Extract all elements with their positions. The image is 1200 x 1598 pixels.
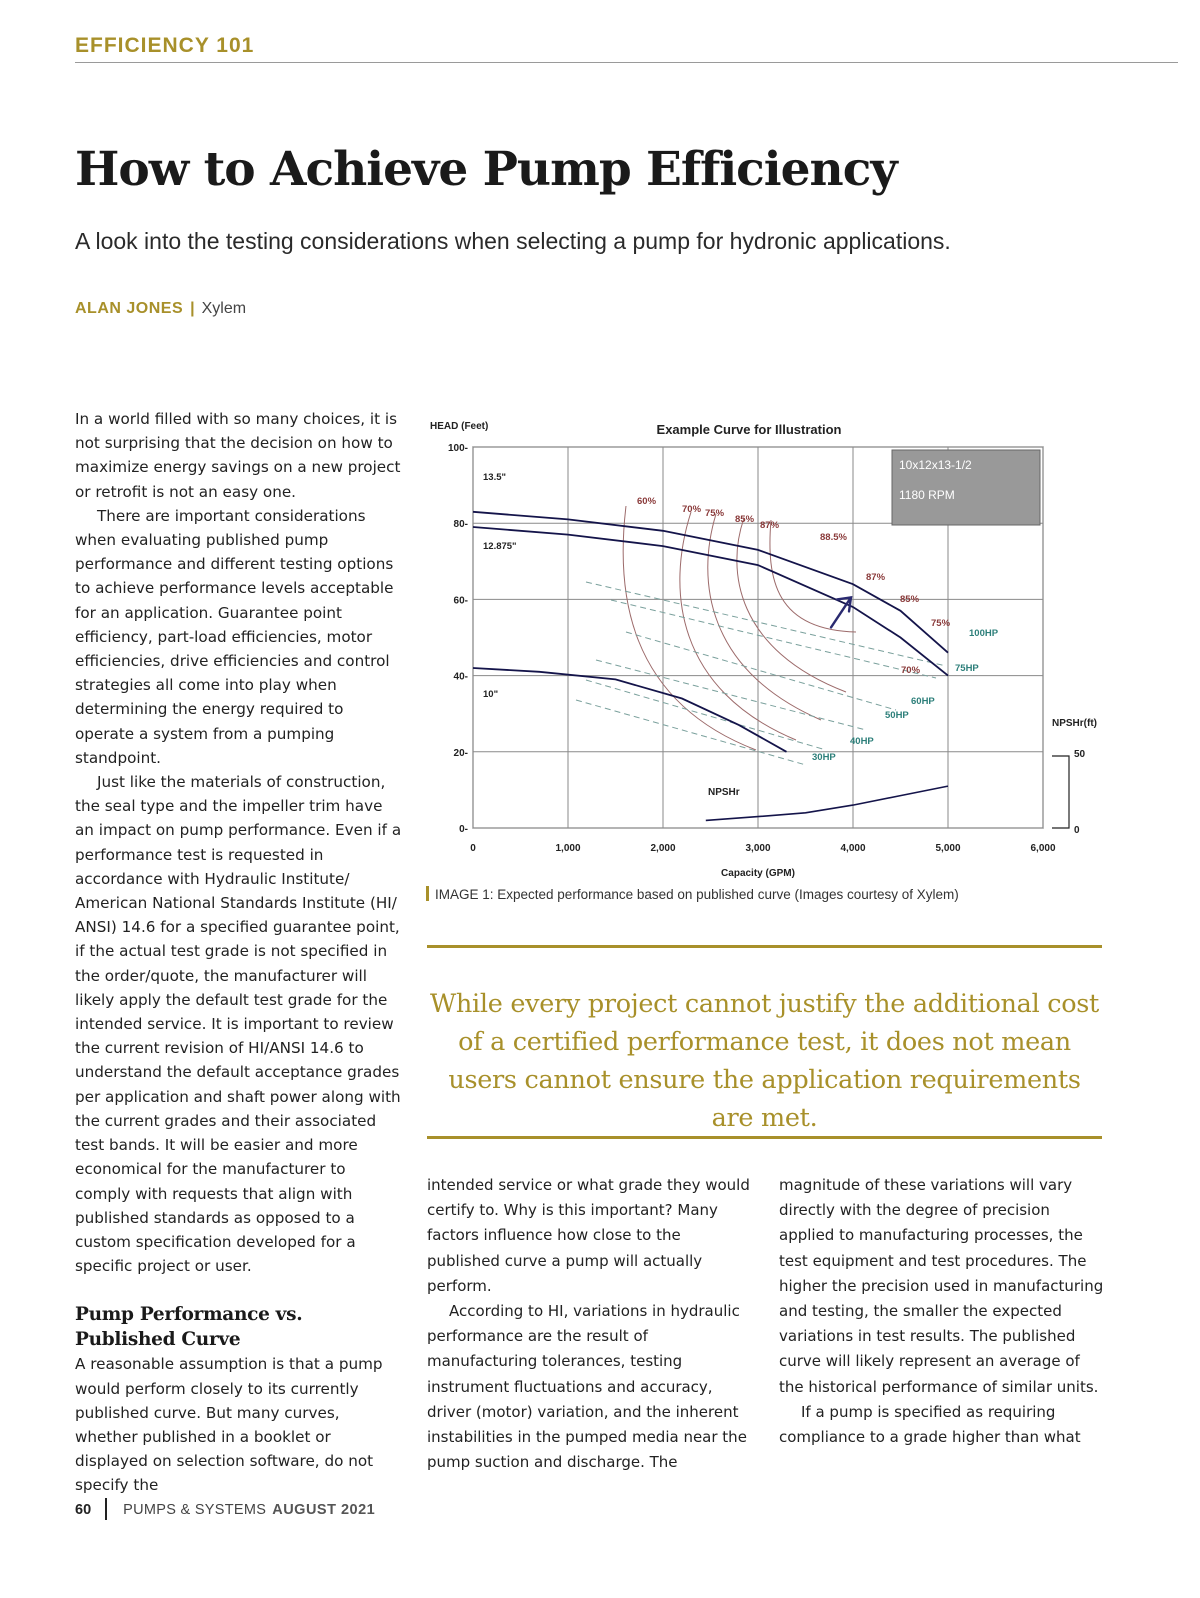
footer-divider	[105, 1498, 107, 1520]
pull-quote-rule-bottom	[427, 1136, 1102, 1139]
impeller-diameter-label: 12.875"	[483, 541, 517, 552]
efficiency-label: 75%	[705, 508, 725, 519]
x-tick-label: 2,000	[650, 843, 676, 854]
horsepower-label: 50HP	[885, 710, 909, 721]
page-number: 60	[75, 1502, 92, 1518]
efficiency-label: 87%	[760, 520, 780, 531]
x-tick-label: 4,000	[840, 843, 866, 854]
efficiency-label: 85%	[735, 514, 755, 525]
paragraph: In a world filled with so many choices, it is not surprising that the decision on how to maximize energy savings on a new project or retrofit is not an easy one.	[75, 410, 401, 501]
info-box-model: 10x12x13-1/2	[899, 458, 972, 472]
article-subtitle: A look into the testing considerations when selecting a pump for hydronic applications.	[75, 228, 951, 254]
y-tick-label: 20-	[453, 747, 468, 759]
paragraph: A reasonable assumption is that a pump would perform closely to its currently published curve. But many curves, whether published in a booklet or displayed on selection software, do not specify the	[75, 1355, 383, 1495]
section-label: EFFICIENCY 101	[75, 34, 255, 57]
x-axis-label: Capacity (GPM)	[721, 868, 795, 879]
caption-bar	[426, 886, 429, 901]
horsepower-label: 60HP	[911, 696, 935, 707]
x-tick-label: 3,000	[745, 843, 771, 854]
pull-quote-rule-top	[427, 945, 1102, 948]
efficiency-label: 85%	[900, 594, 920, 605]
byline-separator: |	[190, 300, 195, 317]
horsepower-label: 40HP	[850, 736, 874, 747]
body-column-right	[779, 1173, 1109, 1450]
horsepower-label: 75HP	[955, 663, 979, 674]
body-column-left	[75, 407, 405, 1498]
pump-curve-svg	[426, 410, 1116, 880]
y-axis-label: HEAD (Feet)	[430, 421, 489, 432]
paragraph: magnitude of these variations will vary directly with the degree of precision applied to manufacturing processes, the test equipment and test procedures. The higher the precision used in manufacturing and testing, the smaller the expected variations in test results. The published curve will likely represent an average of the historical performance of similar units.	[779, 1176, 1104, 1396]
pull-quote: While every project cannot justify the additional cost of a certified performance test, it does not mean users cannot ensure the application requirements are met.	[429, 989, 1099, 1133]
efficiency-label: 70%	[682, 504, 702, 515]
y-tick-label: 60-	[453, 595, 468, 607]
x-tick-label: 0	[470, 843, 476, 854]
publication-name: PUMPS & SYSTEMS	[123, 1502, 267, 1518]
npshr-curve-label: NPSHr	[708, 787, 740, 798]
y2-tick-label: 0	[1074, 825, 1080, 836]
paragraph: If a pump is specified as requiring compliance to a grade higher than what	[779, 1402, 1081, 1447]
body-column-middle	[427, 1173, 757, 1475]
y-tick-label: 100-	[447, 443, 468, 454]
efficiency-label: 88.5%	[820, 532, 847, 543]
y-tick-label: 40-	[453, 671, 468, 683]
efficiency-label: 87%	[866, 572, 886, 583]
y-tick-label: 80-	[453, 519, 468, 531]
caption-text: IMAGE 1: Expected performance based on published curve (Images courtesy of Xylem)	[435, 887, 959, 902]
paragraph: According to HI, variations in hydraulic performance are the result of manufacturing tolerances, testing instrument fluctuations and accuracy, driver (motor) variation, and the inherent instabilities in the pumped media near the pump suction and discharge. The	[427, 1302, 747, 1472]
chart-title: Example Curve for Illustration	[656, 422, 842, 437]
x-tick-label: 5,000	[935, 843, 961, 854]
header-rule	[75, 62, 1178, 63]
impeller-diameter-label: 10"	[483, 689, 499, 700]
y2-tick-label: 50	[1074, 749, 1086, 760]
efficiency-label: 75%	[931, 618, 951, 629]
y-tick-label: 0-	[459, 824, 468, 835]
npshr-scale-bracket	[1052, 756, 1069, 828]
page-footer	[75, 1498, 375, 1520]
info-box-speed: 1180 RPM	[899, 488, 955, 502]
author-organization: Xylem	[201, 300, 247, 317]
horsepower-label: 30HP	[812, 752, 836, 763]
horsepower-label: 100HP	[969, 628, 999, 639]
efficiency-label: 60%	[637, 496, 657, 507]
paragraph: intended service or what grade they would certify to. Why is this important? Many factors influence how close to the published curve a pump will actually perform.	[427, 1176, 750, 1295]
issue-date: AUGUST 2021	[272, 1502, 376, 1518]
y2-axis-label: NPSHr(ft)	[1052, 718, 1097, 729]
paragraph: Just like the materials of construction, the seal type and the impeller trim have an impact on pump performance. Even if a performance test is requested in accordance with Hydraulic Institute/ American National Standards Institute (HI/ ANSI) 14.6 for a specified guarantee point, if the actual test grade is not specified in the order/quote, the manufacturer will likely apply the default test grade for the intended service. It is important to review the current revision of HI/ANSI 14.6 to understand the default acceptance grades per application and shaft power along with the current grades and their associated test bands. It will be easier and more economical for the manufacturer to comply with requests that align with published standards as opposed to a custom specification developed for a specific project or user.	[75, 773, 402, 1276]
byline	[75, 300, 246, 318]
section-subheading: Pump Performance vs. Published Curve	[75, 1304, 303, 1351]
x-tick-label: 1,000	[555, 843, 581, 854]
image-caption	[426, 886, 959, 902]
impeller-diameter-label: 13.5"	[483, 472, 506, 483]
pump-curve-chart	[426, 410, 1116, 880]
page-title: How to Achieve Pump Efficiency	[75, 142, 897, 197]
author-name: ALAN JONES	[75, 300, 184, 317]
x-tick-label: 6,000	[1030, 843, 1056, 854]
paragraph: There are important considerations when evaluating published pump performance and different testing options to achieve performance levels acceptable for an application. Guarantee point efficiency, part-load efficiencies, motor efficiencies, drive efficiencies and control strategies all come into play when determining the energy required to operate a system from a pumping standpoint.	[75, 506, 394, 767]
efficiency-label: 70%	[901, 665, 921, 676]
